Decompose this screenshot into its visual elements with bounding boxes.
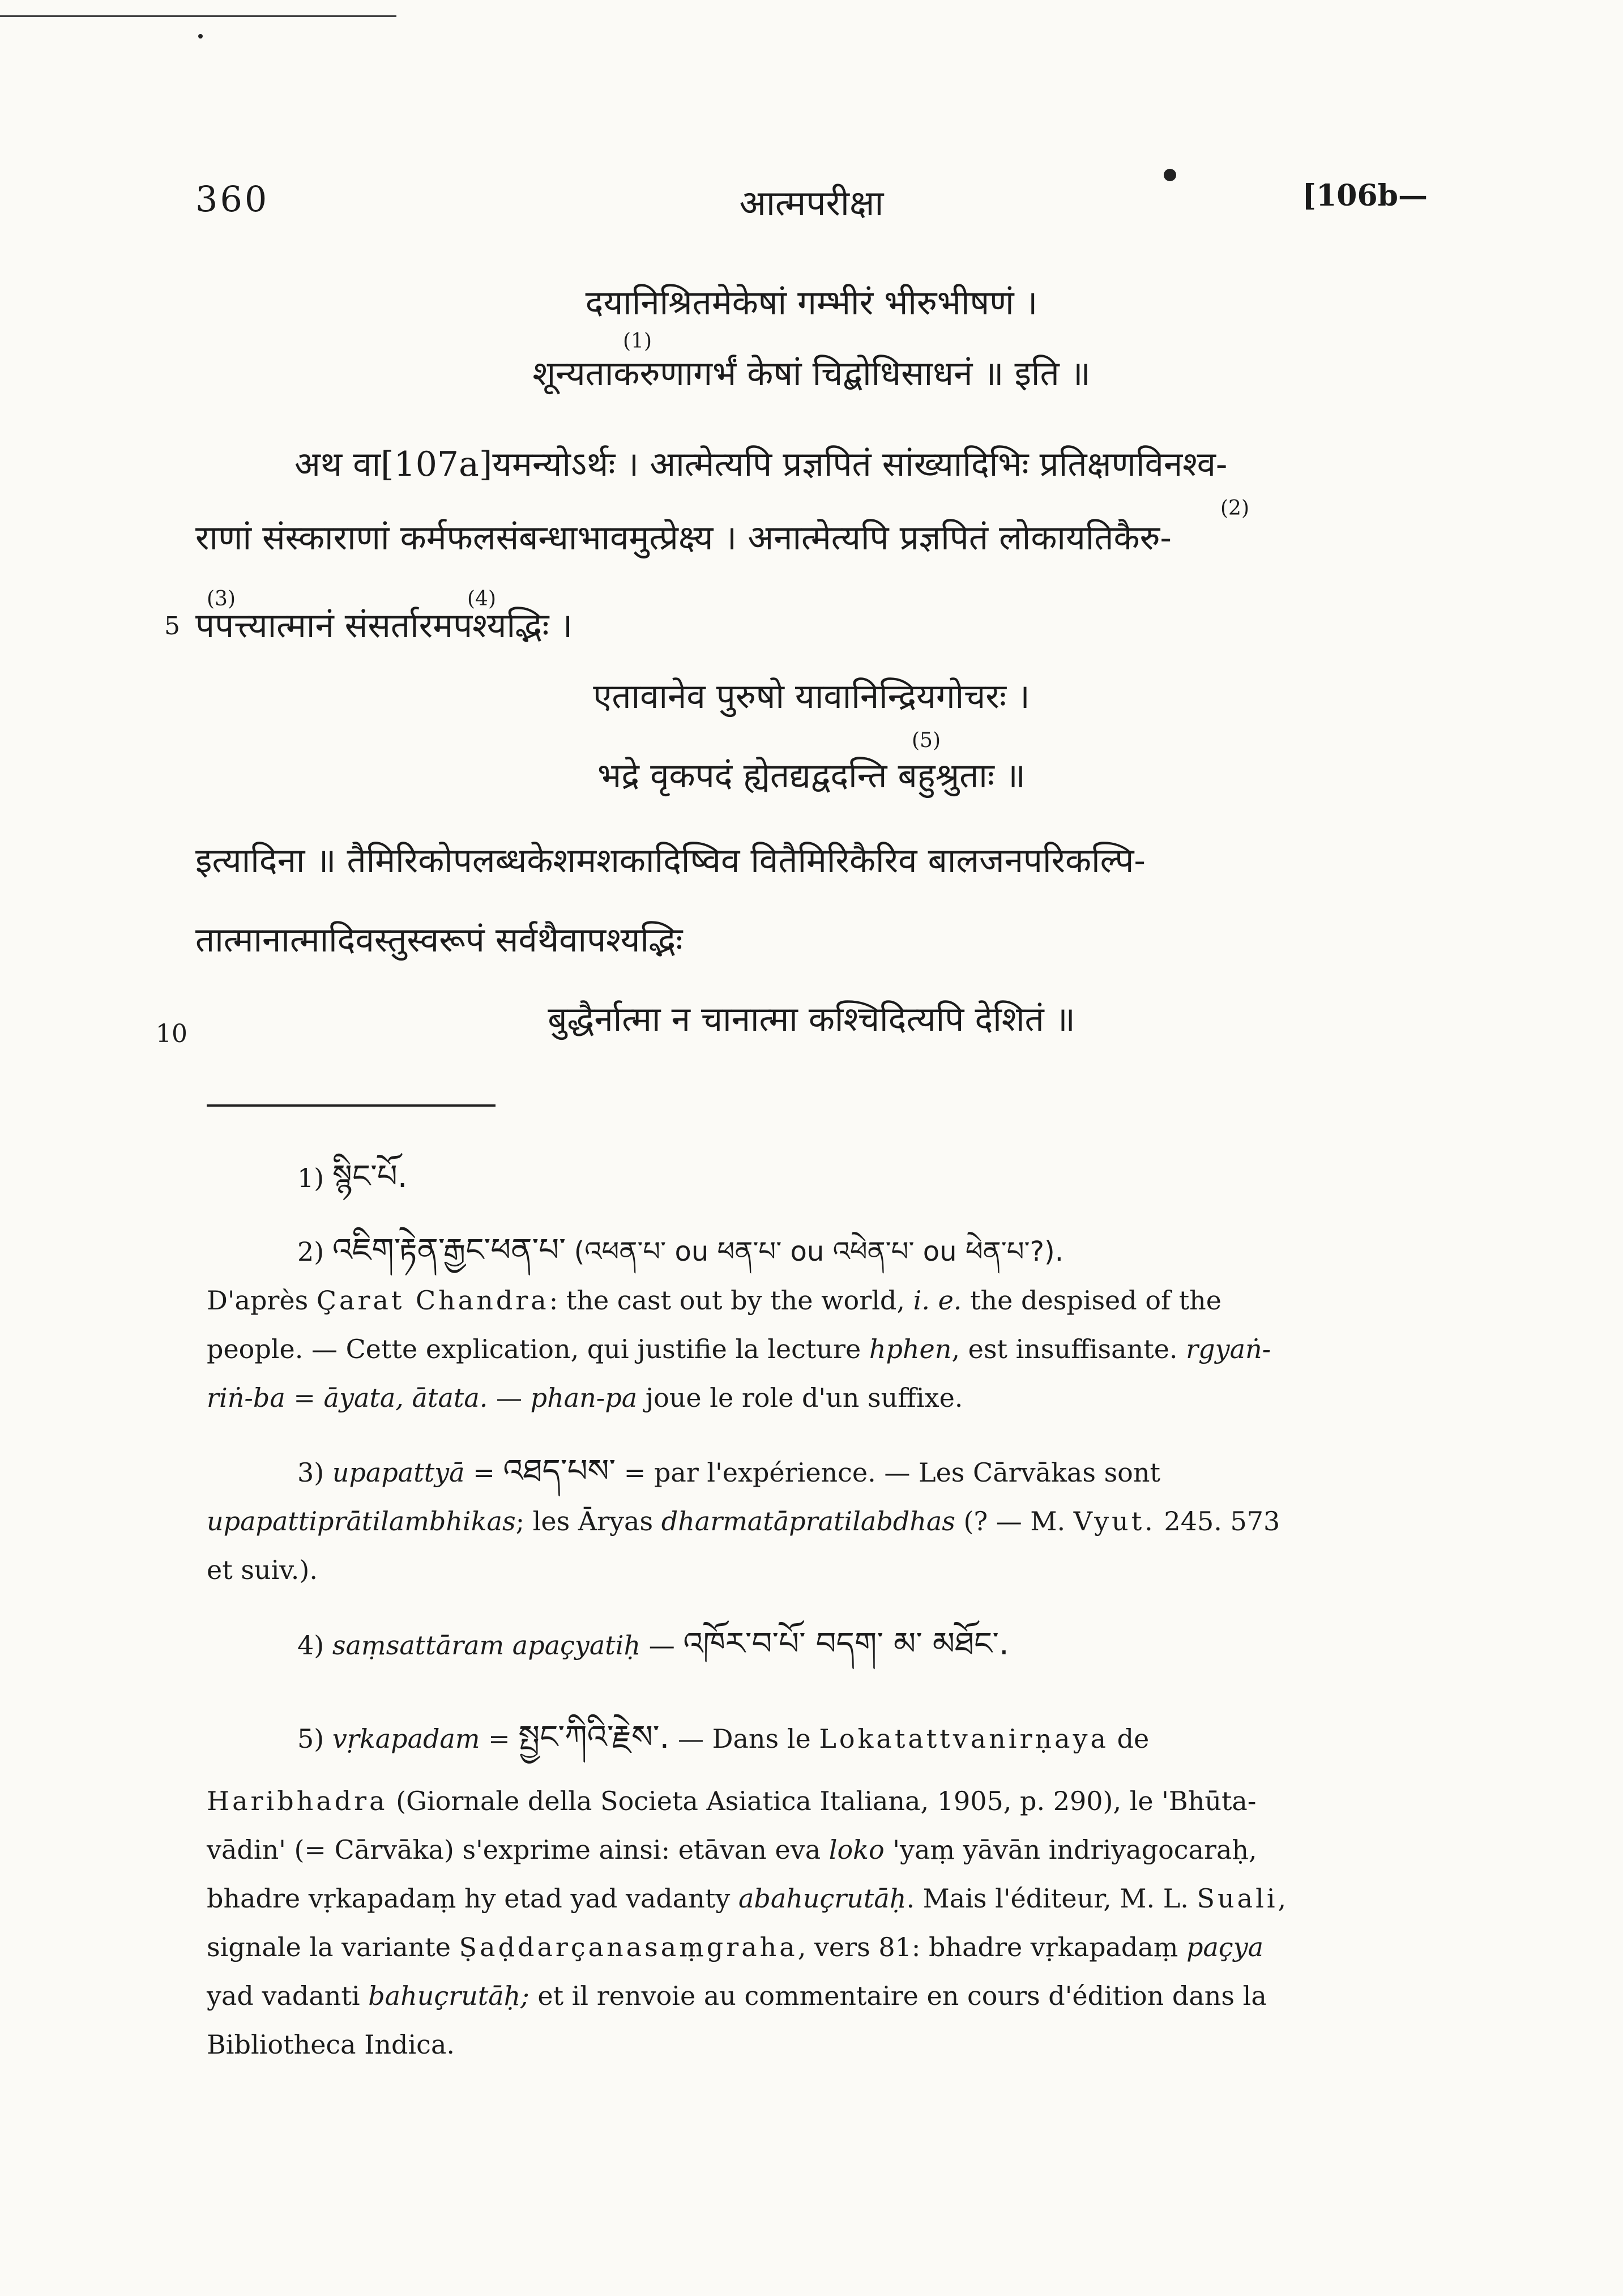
fn3-text: ; les Āryas [515,1506,654,1537]
fn2-number: 2) [297,1236,324,1267]
footnote-3 [207,1447,1385,1594]
fn3-number: 3) [297,1457,324,1488]
fn-mark-2: (2) [1220,497,1249,520]
fn5-vrkapadam: vṛkapadam [332,1723,480,1754]
fn3-upapattya: upapattyā [332,1457,465,1488]
prose-line3: पपत्त्यात्मानं संसर्तारमपश्यद्भिः । [195,606,573,646]
fn2-text: people. — Cette explication, qui justifie la lecture [207,1334,861,1364]
fn2-hphen: hphen [869,1334,952,1364]
verse2-line1: एतावानेव पुरुषो यावानिन्द्रियगोचरः । [593,677,1030,716]
fn5-equals: = [488,1723,510,1754]
fn4-samsattaram: saṃsattāram apaçyatiḥ [332,1630,641,1661]
fn2-author: Çarat Chandra [316,1285,549,1316]
fn4-tibetan: འཁོར་བ་པོ་ བདག་ མ་ མཐོང་. [683,1625,1009,1662]
fn5-haribhadra: Haribhadra [207,1786,388,1816]
fn5-text: (Giornale della Societa Asiatica Italiana, 1905, p. 290), le 'Bhūta- [396,1786,1257,1816]
verse2-line2: भद्रे वृकपदं ह्येतद्यद्वदन्ति बहुश्रुताः ॥ [597,756,1026,796]
fn2-text: = [293,1382,315,1413]
fn5-text: 'yaṃ yāvān indriyagocaraḥ, [892,1834,1257,1865]
fn5-loko: loko [828,1834,885,1865]
fn5-text: et il renvoie au commentaire en cours d'édition dans la [537,1981,1267,2011]
fn5-text: vādin' (= Cārvāka) s'exprime ainsi: etāvan eva [207,1834,821,1865]
verse3-line1: बुद्धैर्नात्मा न चानात्मा कश्चिदित्यपि देशितं ॥ [548,1000,1075,1039]
fn5-lokatattva: Lokatattvanirṇaya [819,1723,1109,1754]
fn3-vyut: Vyut. [1073,1506,1156,1537]
fn2-rin: riṅ-ba [207,1382,285,1413]
fn5-text: yad vadanti [207,1981,360,2011]
verse1-line2: शून्यताकरुणागर्भं केषां चिद्बोधिसाधनं ॥ इति ॥ [532,354,1091,394]
folio-reference: [106b— [1302,178,1428,213]
prose2-line1: इत्यादिना ॥ तैमिरिकोपलब्धकेशमशकादिष्विव वितैमिरिकैरिव बालजनपरिकल्पि- [195,841,1146,881]
footnote-2 [207,1226,1385,1422]
fn5-text: , [1278,1883,1287,1914]
top-rule [0,15,396,17]
footnote-4 [207,1620,1385,1670]
fn-mark-1: (1) [623,330,652,353]
fn-mark-3: (3) [207,587,236,611]
fn5-bahucrutah: bahuçrutāḥ; [368,1981,529,2011]
fn2-text: , est insuffisante. [951,1334,1178,1364]
fn3-tibetan: འཐད་པས་ [503,1453,616,1490]
fn2-text: — [496,1382,523,1413]
fn-mark-4: (4) [467,587,496,611]
fn5-suali: Suali [1197,1883,1278,1914]
fn2-text: the despised of the [970,1285,1222,1316]
fn3-text: et suiv.). [207,1555,318,1585]
line-number-10: 10 [156,1019,187,1048]
fn2-rgyan: rgyaṅ- [1186,1334,1271,1364]
prose-line1: अथ वा[107a]यमन्योऽर्थः । आत्मेत्यपि प्रज्ञपितं सांख्यादिभिः प्रतिक्षणविनश्व- [294,445,1228,484]
fn1-tibetan: སྙིང་པོ. [332,1158,408,1195]
fn5-tibetan: སྤྱང་ཀིའི་རྗེས་. [518,1719,670,1756]
page-header [195,178,1428,229]
prose-line2: राणां संस्काराणां कर्मफलसंबन्धाभावमुत्प्रेक्ष्य । अनात्मेत्यपि प्रज्ञपितं लोकायतिकैरु- [195,518,1172,558]
fn3-text: 245. 573 [1164,1506,1280,1537]
fn2-phanpa: phan-pa [530,1382,638,1413]
fn3-text: = par l'expérience. — Les Cārvākas sont [623,1457,1160,1488]
fn5-text: . Mais l'éditeur, M. L. [906,1883,1189,1914]
fn2-text: joue le role d'un suffixe. [645,1382,963,1413]
fn2-ayata: āyata, ātata. [323,1382,488,1413]
footnote-rule [207,1104,496,1107]
footnote-1 [207,1153,1385,1202]
verse1-line1: दयानिश्रितमेकेषां गम्भीरं भीरुभीषणं । [585,283,1038,323]
fn2-text: : the cast out by the world, [549,1285,905,1316]
fn5-number: 5) [297,1723,324,1754]
fn5-text: , vers 81: bhadre vṛkapadaṃ [797,1932,1178,1962]
fn2-ie: i. e. [913,1285,962,1316]
fn1-number: 1) [297,1163,324,1193]
footnote-5 [207,1713,1385,2069]
fn4-dash: — [648,1630,675,1661]
fn5-saddarcana: Ṣaḍdarçanasaṃgraha [459,1932,798,1962]
fn5-text: Bibliotheca Indica. [207,2029,455,2060]
fn5-text: signale la variante [207,1932,451,1962]
fn-mark-5: (5) [912,729,941,752]
line-number-5: 5 [164,612,180,641]
ink-speck [198,34,203,39]
fn2-tibetan: འཇིག་རྟེན་རྒྱང་ཕན་པ་ [332,1232,566,1269]
fn3-text: (? — M. [963,1506,1066,1537]
fn5-text: de [1117,1723,1150,1754]
fn2-text: D'après [207,1285,309,1316]
page-number: 360 [195,178,270,220]
fn5-pacya: paçya [1186,1932,1264,1962]
fn5-text: — Dans le [677,1723,811,1754]
fn5-abahucrutah: abahuçrutāḥ [738,1883,907,1914]
fn3-equals: = [473,1457,495,1488]
fn4-number: 4) [297,1630,324,1661]
fn3-upapatti: upapattiprātilambhikas [207,1506,516,1537]
fn5-text: bhadre vṛkapadaṃ hy etad yad vadanty [207,1883,731,1914]
fn2-variants: (འཕན་པ་ ou ཕན་པ་ ou འཕེན་པ་ ou ཕེན་པ་?). [574,1236,1064,1268]
fn3-dharmata: dharmatāpratilabdhas [661,1506,955,1537]
prose2-line2: तात्मानात्मादिवस्तुस्वरूपं सर्वथैवापश्यद्भिः [195,920,683,960]
running-title: आत्मपरीक्षा [739,182,884,224]
